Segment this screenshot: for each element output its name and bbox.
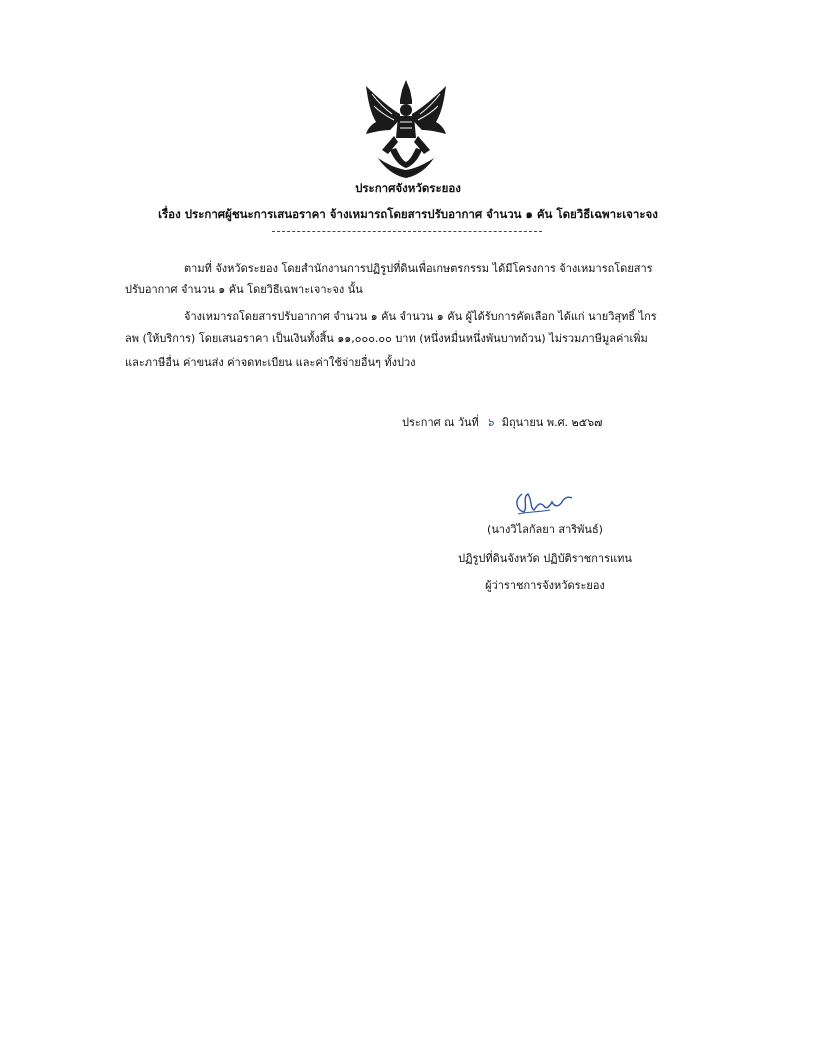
announcement-title: ประกาศจังหวัดระยอง: [355, 181, 461, 195]
body-line: ลพ (ให้บริการ) โดยเสนอราคา เป็นเงินทั้งสิ้น ๑๑,๐๐๐.๐๐ บาท (หนึ่งหมื่นหนึ่งพันบาทถ้วน) ไม่รวมภาษีมูลค่าเพิ่ม: [125, 332, 648, 345]
signer-on-behalf: ผู้ว่าราชการจังหวัดระยอง: [485, 579, 605, 592]
date-prefix: ประกาศ ณ วันที่: [402, 416, 479, 429]
signer-name: (นางวิไลกัลยา สาริพันธ์): [487, 523, 603, 536]
garuda-emblem-icon: [360, 78, 452, 180]
announcement-date: [402, 413, 602, 431]
date-day: ๖: [486, 416, 494, 429]
date-suffix: มิถุนายน พ.ศ. ๒๕๖๗: [501, 416, 603, 429]
body-line: ปรับอากาศ จำนวน ๑ คัน โดยวิธีเฉพาะเจาะจง นั้น: [125, 283, 363, 296]
body-line: และภาษีอื่น ค่าขนส่ง ค่าจดทะเบียน และค่าใช้จ่ายอื่นๆ ทั้งปวง: [125, 356, 416, 369]
body-line: จ้างเหมารถโดยสารปรับอากาศ จำนวน ๑ คัน จำนวน ๑ คัน ผู้ได้รับการคัดเลือก ได้แก่ นายวิสุทธิ์ ไกร: [184, 310, 657, 323]
signer-position: ปฏิรูปที่ดินจังหวัด ปฏิบัติราชการแทน: [458, 552, 632, 565]
body-line: ตามที่ จังหวัดระยอง โดยสำนักงานการปฏิรูปที่ดินเพื่อเกษตรกรรม ได้มีโครงการ จ้างเหมารถโดยสาร: [184, 262, 653, 275]
divider: [272, 231, 542, 232]
handwritten-signature: [508, 488, 576, 516]
announcement-subject: เรื่อง ประกาศผู้ชนะการเสนอราคา จ้างเหมารถโดยสารปรับอากาศ จำนวน ๑ คัน โดยวิธีเฉพาะเจาะจง: [158, 207, 658, 221]
